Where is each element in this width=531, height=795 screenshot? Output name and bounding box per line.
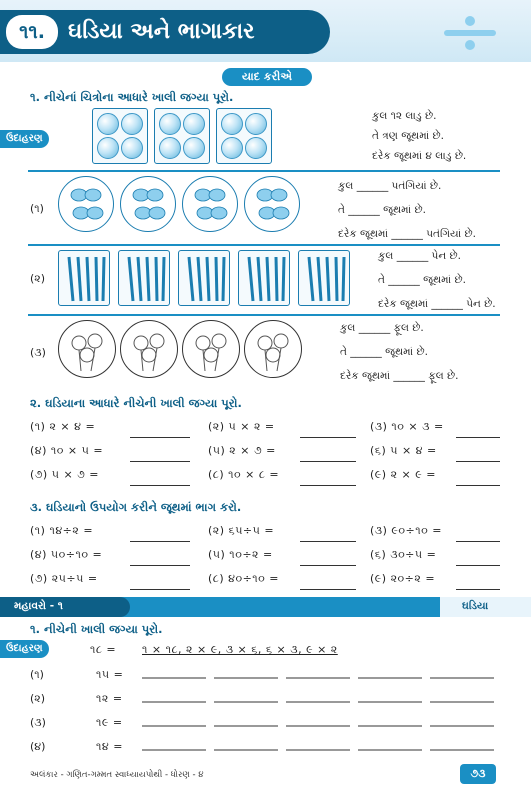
row-number: (૧) — [30, 202, 44, 215]
equation: (૫) ૨ × ૭ = — [208, 444, 276, 457]
equation: (૧) ૨ × ૪ = — [30, 420, 96, 433]
row-value: ૧૪ = — [96, 740, 123, 753]
butterfly-image — [58, 176, 298, 236]
row-value: ૧૫ = — [96, 668, 124, 681]
answer-blank[interactable] — [130, 476, 190, 486]
pen-group — [118, 250, 170, 306]
pen-group — [298, 250, 350, 306]
divider — [28, 170, 500, 172]
equation: (૬) ૫ × ૪ = — [370, 444, 437, 457]
butterfly-group — [182, 176, 238, 232]
divider — [28, 314, 500, 316]
answer-blank[interactable] — [300, 532, 356, 542]
equation: (૩) ૧૦ × ૩ = — [370, 420, 444, 433]
answer-blank[interactable] — [456, 428, 500, 438]
fill-line: તે ______ જૂથમાં છે. — [378, 274, 466, 286]
example-line: તે ત્રણ જૂથમાં છે. — [372, 130, 445, 142]
answer-blank[interactable] — [130, 556, 190, 566]
practice-title: મહાવરો - ૧ — [14, 600, 63, 612]
example-line: કુલ ૧૨ લાડુ છે. — [372, 110, 437, 122]
butterfly-group — [120, 176, 176, 232]
practice-blanks[interactable] — [142, 666, 502, 756]
example-answer: ૧ × ૧૮, ૨ × ૯, ૩ × ૬, ૬ × ૩, ૯ × ૨ — [142, 643, 338, 656]
answer-blank[interactable] — [300, 476, 356, 486]
flower-image — [58, 320, 308, 382]
example-value: ૧૮ = — [90, 643, 117, 656]
pen-group — [238, 250, 290, 306]
revise-ribbon: યાદ કરીએ — [222, 68, 312, 86]
pen-group — [178, 250, 230, 306]
pen-group — [58, 250, 110, 306]
flower-group — [58, 320, 116, 378]
answer-blank[interactable] — [130, 428, 190, 438]
row-value: ૧૯ = — [96, 716, 123, 729]
fill-line: દરેક જૂથમાં ______ પતંગિયાં છે. — [338, 228, 476, 240]
example-line: દરેક જૂથમાં ૪ લાડુ છે. — [372, 150, 467, 162]
ladoo-group — [154, 108, 210, 164]
answer-blank[interactable] — [456, 556, 500, 566]
row-number: (૧) — [30, 668, 44, 681]
equation: (૫) ૧૦÷૨ = — [208, 548, 273, 561]
row-number: (૨) — [30, 692, 46, 705]
divider — [28, 244, 500, 246]
answer-blank[interactable] — [130, 532, 190, 542]
answer-blank[interactable] — [300, 556, 356, 566]
equation: (૪) ૧૦ × ૫ = — [30, 444, 104, 457]
equation: (૬) ૩૦÷૫ = — [370, 548, 437, 561]
answer-blank[interactable] — [130, 452, 190, 462]
equation: (૭) ૨૫÷૫ = — [30, 572, 98, 585]
footer-text: અલંકાર - ગણિત-ગમ્મત સ્વાધ્યાયપોથી - ધોરણ - ૪ — [30, 770, 204, 780]
flower-group — [182, 320, 240, 378]
equation: (૨) ૬૫÷૫ = — [208, 524, 275, 537]
row-number: (૩) — [30, 346, 46, 359]
equation: (૯) ૨ × ૯ = — [370, 468, 436, 481]
flower-group — [244, 320, 302, 378]
fill-line: દરેક જૂથમાં ______ ફૂલ છે. — [340, 370, 459, 382]
equation: (૧) ૧૪÷૨ = — [30, 524, 94, 537]
answer-blank[interactable] — [130, 580, 190, 590]
topic-title: ઘડિયા — [462, 600, 489, 612]
answer-blank[interactable] — [300, 452, 356, 462]
example-label: ઉદાહરણ — [0, 130, 49, 148]
row-number: (૨) — [30, 272, 46, 285]
equation: (૩) ૯૦÷૧૦ = — [370, 524, 442, 537]
example-image — [92, 108, 276, 164]
chapter-number: ૧૧. — [6, 15, 58, 49]
answer-blank[interactable] — [456, 452, 500, 462]
fill-line: કુલ ______ પેન છે. — [378, 250, 461, 262]
ladoo-group — [216, 108, 272, 164]
equation: (૪) ૫૦÷૧૦ = — [30, 548, 103, 561]
equation: (૨) ૫ × ૨ = — [208, 420, 275, 433]
equation: (૮) ૧૦ × ૮ = — [208, 468, 280, 481]
question-3: ૩. ઘડિયાનો ઉપયોગ કરીને જૂથમાં ભાગ કરો. — [30, 500, 242, 514]
fill-line: તે ______ જૂથમાં છે. — [338, 204, 426, 216]
division-icon — [440, 14, 500, 52]
equation: (૮) ૪૦÷૧૦ = — [208, 572, 280, 585]
question-2: ૨. ઘડિયાના આધારે નીચેની ખાલી જગ્યા પૂરો. — [30, 396, 242, 410]
chapter-title: ઘડિયા અને ભાગાકાર — [68, 19, 255, 44]
answer-blank[interactable] — [456, 580, 500, 590]
equation: (૯) ૨૦÷૨ = — [370, 572, 436, 585]
row-number: (૩) — [30, 716, 46, 729]
example-label: ઉદાહરણ — [0, 640, 49, 658]
answer-blank[interactable] — [456, 532, 500, 542]
answer-blank[interactable] — [300, 428, 356, 438]
pen-image — [58, 250, 358, 308]
equation: (૭) ૫ × ૭ = — [30, 468, 100, 481]
ladoo-group — [92, 108, 148, 164]
butterfly-group — [244, 176, 300, 232]
butterfly-group — [58, 176, 114, 232]
row-value: ૧૨ = — [96, 692, 123, 705]
row-number: (૪) — [30, 740, 46, 753]
fill-line: દરેક જૂથમાં ______ પેન છે. — [378, 298, 496, 310]
page-number: ૭૩ — [460, 764, 496, 784]
answer-blank[interactable] — [456, 476, 500, 486]
fill-line: કુલ ______ ફૂલ છે. — [340, 322, 424, 334]
answer-blank[interactable] — [300, 580, 356, 590]
fill-line: કુલ ______ પતંગિયાં છે. — [338, 180, 442, 192]
flower-group — [120, 320, 178, 378]
fill-line: તે ______ જૂથમાં છે. — [340, 346, 428, 358]
practice-question-1: ૧. નીચેની ખાલી જગ્યા પૂરો. — [30, 622, 163, 636]
question-1: ૧. નીચેનાં ચિત્રોના આધારે ખાલી જગ્યા પૂરો. — [30, 90, 234, 104]
